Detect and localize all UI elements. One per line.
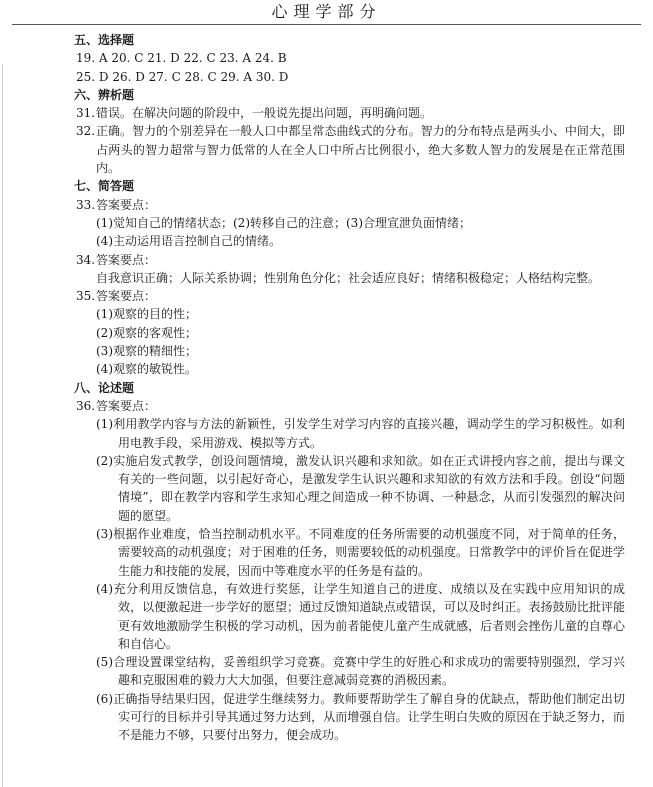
question-text: 正确。智力的个别差异在一般人口中都呈常态曲线式的分布。智力的分布特点是两头小、中间大，即占两头的智力超常与智力低常的人在全人口中所占比例很小，绝大多数人智力的发展是在正常范围内。 [96, 124, 625, 176]
question-35 [76, 287, 625, 305]
section-heading-essay: 八、论述题 [74, 380, 135, 395]
essay-point-6: (6)正确指导结果归因，促进学生继续努力。教师要帮助学生了解自身的优缺点，帮助他们制定出切实可行的目标并引导其通过努力达到，从而增强自信。让学生明白失败的原因在于缺乏努力，而不是能力不够，只要付出努力，便会成功。 [96, 691, 625, 743]
answer-point: (4)观察的敏锐性。 [96, 362, 197, 377]
answer-point: (1)觉知自己的情绪状态；(2)转移自己的注意；(3)合理宣泄负面情绪； [96, 215, 471, 230]
answer-point: (3)观察的精细性； [96, 344, 197, 359]
essay-point-5: (5)合理设置课堂结构，妥善组织学习竞赛。竞赛中学生的好胜心和求成功的需要特别强烈，学习兴趣和克服困难的毅力大大加强，但要注意减弱竞赛的消极因素。 [96, 655, 625, 688]
essay-point-3: (3)根据作业难度，恰当控制动机水平。不同难度的任务所需要的动机强度不同，对于简单的任务，需要较高的动机强度；对于困难的任务，则需要较低的动机强度。日常教学中的评价旨在促进学生能力和技能的发展，因而中等难度水平的任务是有益的。 [96, 527, 625, 578]
answer-line-1: 19. A 20. C 21. D 22. C 23. A 24. B [76, 51, 287, 66]
answer-point: (1)观察的目的性； [96, 307, 197, 322]
question-number: 33. [76, 197, 96, 212]
answer-point: (4)主动运用语言控制自己的情绪。 [96, 234, 281, 249]
answer-point: (2)观察的客观性； [96, 325, 197, 340]
question-31 [76, 104, 625, 122]
essay-point-2: (2)实施启发式教学，创设问题情境，激发认识兴趣和求知欲。如在正式讲授内容之前，提出与课文有关的一些问题，以引起好奇心，是激发学生认识兴趣和求知欲的有效方法和手段。创设“问题情境”，即在教学内容和学生求知心理之间造成一种不协调、一种悬念，从而引发强烈的解决问题的愿望。 [96, 453, 625, 523]
answer-head: 答案要点： [96, 197, 157, 212]
answer-point: 自我意识正确；人际关系协调；性别角色分化；社会适应良好；情绪积极稳定；人格结构完整。 [96, 270, 601, 285]
document-body [0, 25, 653, 745]
question-34 [76, 251, 625, 269]
page-edge-line [2, 64, 3, 787]
answer-head: 答案要点： [96, 289, 157, 304]
page-title: 心理学部分 [271, 2, 382, 21]
question-33 [76, 196, 625, 214]
essay-point-4: (4)充分利用反馈信息，有效进行奖惩，让学生知道自己的进度、成绩以及在实践中应用知识的成效，以便激起进一步学好的愿望；通过反馈知道缺点或错误，可以及时纠正。表扬鼓励比批评能更有效地激励学生积极的学习动机，因为前者能使儿童产生成就感，后者则会挫伤儿童的自尊心和自信心。 [96, 581, 625, 651]
question-number: 35. [76, 289, 96, 304]
section-heading-choice: 五、选择题 [74, 33, 135, 47]
question-32 [76, 122, 625, 177]
section-heading-short: 七、简答题 [74, 179, 135, 194]
question-number: 36. [76, 398, 96, 413]
essay-point-1: (1)利用教学内容与方法的新颖性，引发学生对学习内容的直接兴趣，调动学生的学习积极性。如利用电教手段，采用游戏、模拟等方式。 [96, 417, 625, 450]
answer-head: 答案要点： [96, 398, 157, 413]
question-text: 错误。在解决问题的阶段中，一般说先提出问题，再明确问题。 [96, 106, 433, 121]
question-number: 32. [76, 124, 96, 139]
answer-head: 答案要点： [96, 252, 157, 267]
question-number: 34. [76, 252, 96, 267]
section-heading-analysis: 六、辨析题 [74, 87, 135, 102]
question-number: 31. [76, 106, 96, 121]
answer-line-2: 25. D 26. D 27. C 28. C 29. A 30. D [76, 69, 289, 84]
question-36 [76, 397, 625, 415]
